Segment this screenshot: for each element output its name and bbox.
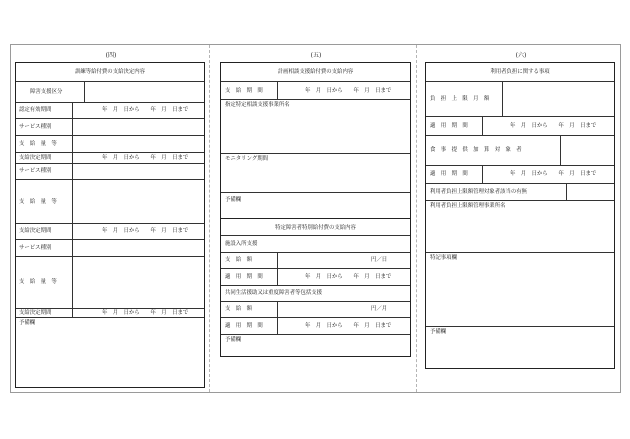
notes-row (16, 317, 204, 387)
support-class-row (16, 81, 204, 102)
certificate-sheet (10, 44, 621, 393)
pay-amount-row (221, 252, 410, 268)
cert-period-label: 認定有効期間 (19, 107, 52, 113)
panel-marker-5: (五) (310, 52, 322, 59)
cap-mgmt-office-row (426, 200, 614, 252)
office-row (221, 99, 410, 153)
decision-period-row (16, 152, 204, 163)
period-value: 年 月 日から 年 月 日まで (305, 274, 392, 280)
burden-cap-row (426, 81, 614, 116)
facility-row (221, 235, 410, 252)
notes-label: 予備欄 (225, 337, 242, 343)
period-value: 年 月 日から 年 月 日まで (102, 155, 189, 161)
period-value: 年 月 日から 年 月 日まで (305, 88, 392, 94)
panel-title-row (221, 63, 410, 81)
panel-title-row (426, 63, 614, 81)
apply-period-row (221, 268, 410, 285)
notes-row (221, 334, 410, 356)
pay-period-label: 支 給 期 間 (225, 88, 263, 94)
cap-mgmt-office-label: 利用者負担上限額管理事業所名 (430, 203, 506, 209)
apply-period-label: 適 用 期 間 (430, 123, 468, 129)
panel-title: 計画相談支援給付費の支給内容 (277, 69, 354, 75)
amount-label: 支 給 量 等 (19, 199, 57, 205)
amount-row (16, 179, 204, 223)
panel-title: 利用者負担に関する事項 (490, 69, 550, 75)
service-type-label: サービス種別 (19, 245, 52, 251)
meal-addition-row (426, 135, 614, 165)
decision-period-label: 支給決定期間 (19, 228, 52, 234)
panel-plan-consultation (220, 62, 411, 357)
notes-row (221, 192, 410, 218)
apply-period-label: 適 用 期 間 (225, 323, 263, 329)
decision-period-row (16, 308, 204, 317)
per-day-unit: 円／日 (371, 257, 388, 263)
period-value: 年 月 日から 年 月 日まで (102, 228, 189, 234)
section-title: 特定障害者特別給付費の支給内容 (275, 225, 356, 231)
service-type-row (16, 118, 204, 135)
apply-period-row (426, 165, 614, 183)
service-type-label: サービス種別 (19, 124, 52, 130)
burden-cap-label: 負 担 上 限 月 額 (430, 96, 490, 102)
panel-marker-6: (六) (515, 52, 527, 59)
monitoring-label: モニタリング期間 (225, 156, 269, 162)
notes-row (426, 326, 614, 368)
apply-period-row (221, 317, 410, 334)
office-label: 指定特定相談支援事業所名 (225, 102, 290, 108)
panel-title-row (16, 63, 204, 81)
support-class-label: 障害支援区分 (30, 89, 63, 95)
meal-addition-label: 食 事 提 供 加 算 対 象 者 (430, 147, 522, 153)
decision-period-label: 支給決定期間 (19, 155, 52, 161)
facility-label: 施設入所支援 (225, 241, 258, 247)
cert-period-row (16, 102, 204, 118)
amount-label: 支 給 量 等 (19, 279, 57, 285)
service-type-row (16, 163, 204, 179)
cap-mgmt-flag-label: 利用者負担上限額管理対象者該当の有無 (430, 189, 528, 195)
cap-mgmt-flag-row (426, 183, 614, 200)
apply-period-label: 適 用 期 間 (430, 171, 468, 177)
period-value: 年 月 日から 年 月 日まで (102, 310, 189, 316)
pay-amount-row (221, 301, 410, 317)
pay-period-row (221, 81, 410, 99)
fold-line (209, 45, 210, 392)
period-value: 年 月 日から 年 月 日まで (510, 171, 597, 177)
period-value: 年 月 日から 年 月 日まで (510, 123, 597, 129)
special-notes-label: 特記事項欄 (430, 255, 457, 261)
service-type-label: サービス種別 (19, 168, 52, 174)
panel-user-burden (425, 62, 615, 369)
amount-label: 支 給 量 等 (19, 141, 57, 147)
per-month-unit: 円／月 (371, 306, 388, 312)
group-home-row (221, 285, 410, 301)
decision-period-label: 支給決定期間 (19, 310, 52, 316)
amount-row (16, 256, 204, 308)
apply-period-row (426, 116, 614, 135)
period-value: 年 月 日から 年 月 日まで (305, 323, 392, 329)
apply-period-label: 適 用 期 間 (225, 274, 263, 280)
special-notes-row (426, 252, 614, 326)
period-value: 年 月 日から 年 月 日まで (102, 107, 189, 113)
panel-training-benefits (15, 62, 205, 388)
pay-amount-label: 支 給 額 (225, 257, 252, 263)
section-title-row (221, 218, 410, 235)
decision-period-row (16, 223, 204, 239)
pay-amount-label: 支 給 額 (225, 306, 252, 312)
service-type-row (16, 239, 204, 256)
notes-label: 予備欄 (19, 320, 36, 326)
amount-row (16, 135, 204, 152)
monitoring-row (221, 153, 410, 192)
notes-label: 予備欄 (430, 329, 447, 335)
notes-label: 予備欄 (225, 197, 242, 203)
panel-title: 訓練等給付費の支給決定内容 (74, 69, 146, 75)
group-home-label: 共同生活援助又は重度障害者等包括支援 (225, 290, 323, 296)
fold-line (416, 45, 417, 392)
panel-marker-4: (四) (105, 52, 117, 59)
